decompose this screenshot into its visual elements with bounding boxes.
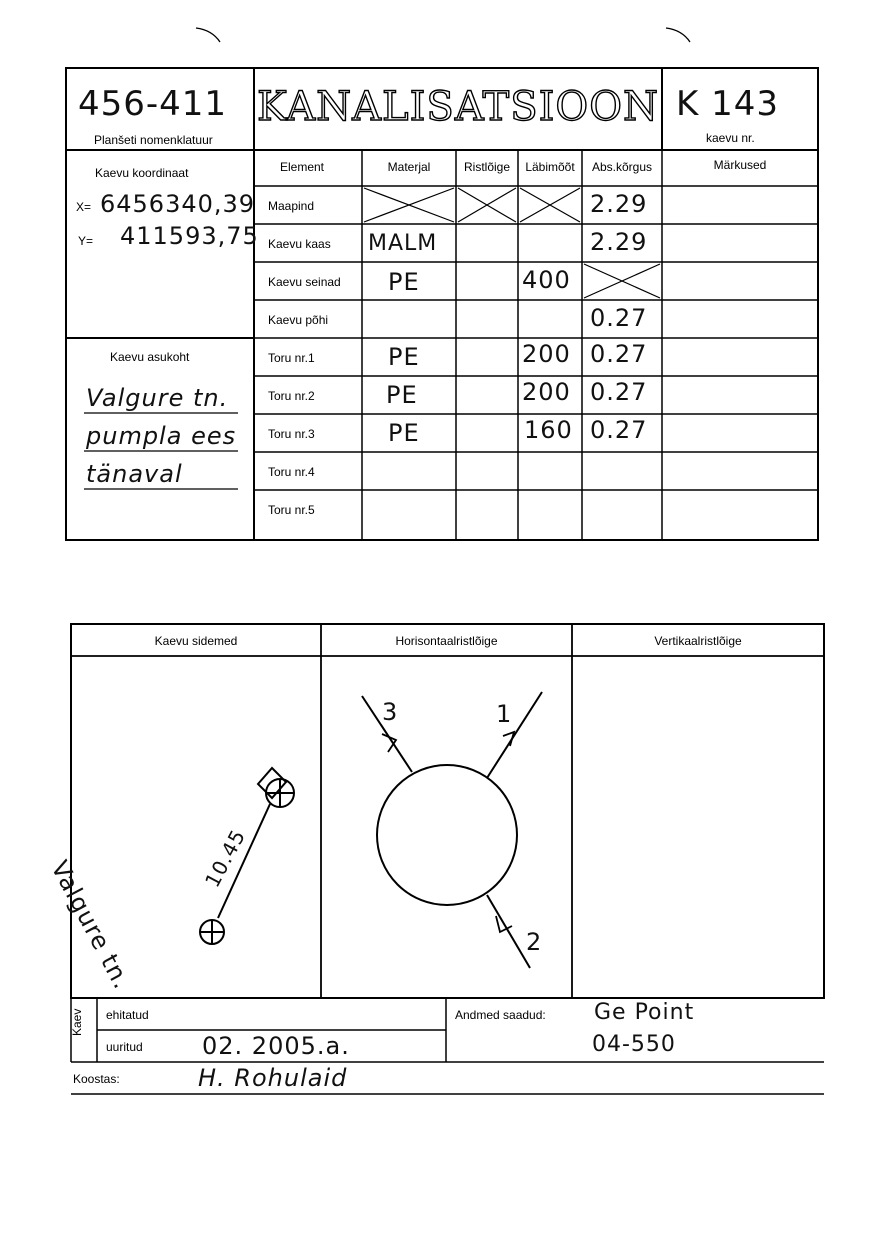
sketch-street-label: Valgure tn. xyxy=(45,856,137,994)
x-value: 6456340,39 xyxy=(100,190,256,218)
row-element: Toru nr.4 xyxy=(268,465,315,479)
row-abs: 0.27 xyxy=(590,340,648,368)
kaev-label: Kaev xyxy=(70,1008,84,1036)
col-abs-height: Abs.kõrgus xyxy=(591,160,653,174)
y-value: 411593,75 xyxy=(120,222,259,250)
sheet-code: 456-411 xyxy=(78,84,228,124)
location-line-3: tänaval xyxy=(86,460,183,488)
source-value-2: 04-550 xyxy=(592,1032,676,1057)
row-abs: 0.27 xyxy=(590,304,648,332)
row-element: Kaevu põhi xyxy=(268,313,329,327)
row-abs: 0.27 xyxy=(590,416,648,444)
row-diameter: 160 xyxy=(524,416,573,444)
col-material: Materjal xyxy=(387,160,431,174)
row-material: PE xyxy=(388,419,420,447)
row-element: Toru nr.3 xyxy=(268,427,315,441)
row-element: Toru nr.2 xyxy=(268,389,315,403)
row-material: PE xyxy=(388,343,420,371)
y-label: Y= xyxy=(78,234,94,248)
well-number: K 143 xyxy=(676,84,779,124)
x-label: X= xyxy=(76,200,92,214)
row-element: Toru nr.5 xyxy=(268,503,315,517)
coords-label: Kaevu koordinaat xyxy=(95,166,189,180)
source-label: Andmed saadud: xyxy=(455,1008,546,1022)
pipe-label-2: 2 xyxy=(526,928,543,956)
surveyed-value: 02. 2005.a. xyxy=(202,1032,350,1060)
row-material: PE xyxy=(386,381,418,409)
row-diameter: 400 xyxy=(522,266,571,294)
author-value: H. Rohulaid xyxy=(198,1064,348,1092)
built-label: ehitatud xyxy=(106,1008,149,1022)
horizontal-section-header: Horisontaalristlõige xyxy=(395,634,498,648)
pipe-label-1: 1 xyxy=(496,700,513,728)
row-element: Toru nr.1 xyxy=(268,351,315,365)
surveyed-label: uuritud xyxy=(106,1040,143,1054)
location-line-1: Valgure tn. xyxy=(86,384,229,412)
row-abs: 2.29 xyxy=(590,228,648,256)
location-line-2: pumpla ees xyxy=(86,422,237,450)
col-diameter: Läbimõõt xyxy=(525,160,575,174)
vertical-section-header: Vertikaalristlõige xyxy=(654,634,742,648)
col-notes: Märkused xyxy=(713,158,767,172)
sheet-label: Planšeti nomenklatuur xyxy=(94,133,213,147)
row-diameter: 200 xyxy=(522,378,571,406)
location-label: Kaevu asukoht xyxy=(110,350,190,364)
row-material: MALM xyxy=(368,231,438,256)
row-element: Kaevu seinad xyxy=(268,275,341,289)
row-abs: 0.27 xyxy=(590,378,648,406)
sketch-distance-label: 10.45 xyxy=(200,825,251,892)
row-diameter: 200 xyxy=(522,340,571,368)
source-value-1: Ge Point xyxy=(594,1000,695,1025)
row-element: Maapind xyxy=(268,199,315,213)
row-element: Kaevu kaas xyxy=(268,237,331,251)
well-number-label: kaevu nr. xyxy=(706,131,755,145)
author-label: Koostas: xyxy=(73,1072,120,1086)
page-title: KANALISATSIOON xyxy=(257,84,659,130)
well-ties-header: Kaevu sidemed xyxy=(154,634,238,648)
col-element: Element xyxy=(279,160,325,174)
pipe-label-3: 3 xyxy=(382,698,399,726)
row-abs: 2.29 xyxy=(590,190,648,218)
row-material: PE xyxy=(388,268,420,296)
cross-section-sketch xyxy=(362,692,542,968)
col-cross-section: Ristlõige xyxy=(463,160,511,174)
